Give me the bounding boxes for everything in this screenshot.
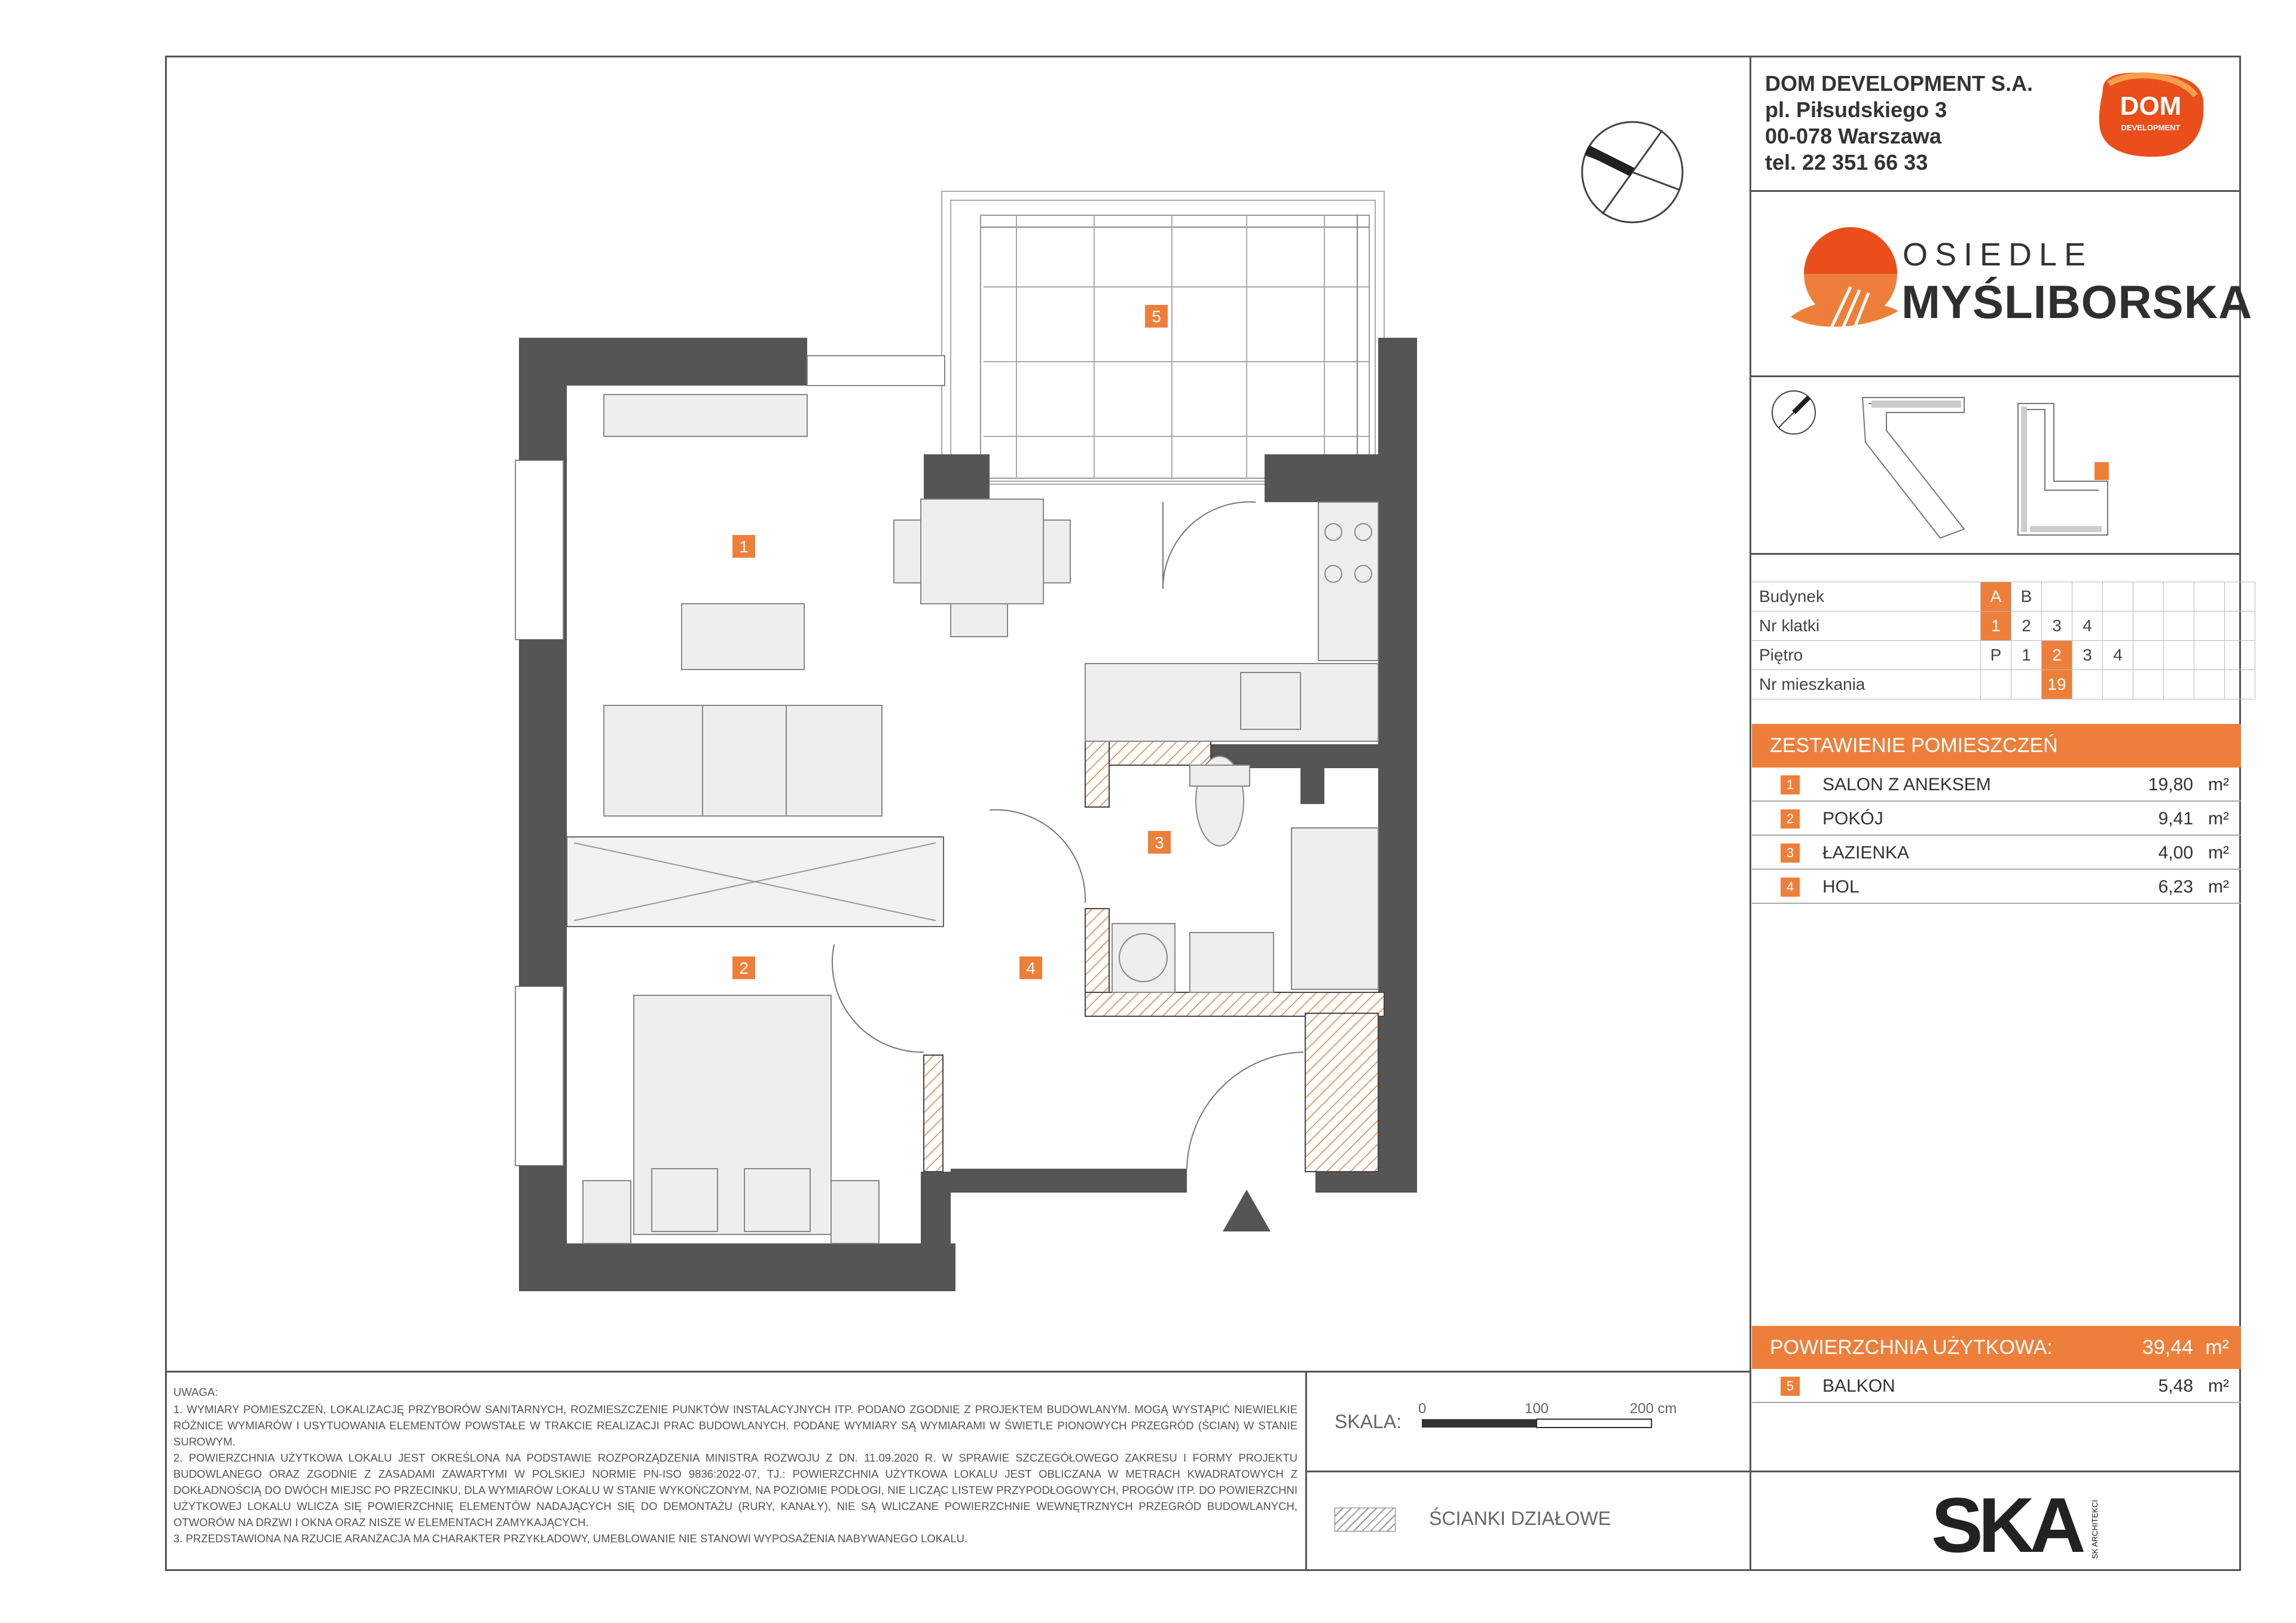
osiedle-logo-mark — [1785, 221, 1904, 347]
svg-text:3: 3 — [1155, 833, 1164, 852]
total-area-value: 39,44 — [2142, 1336, 2193, 1359]
total-area-label: POWIERZCHNIA UŻYTKOWA: — [1770, 1336, 2053, 1359]
svg-text:4: 4 — [1026, 959, 1036, 977]
info-row-klatka: Nr klatki 1 2 3 4 — [1752, 612, 2255, 641]
svg-text:0: 0 — [1418, 1401, 1427, 1417]
divider-keyplan — [1750, 553, 2241, 555]
svg-text:SKA: SKA — [1931, 1481, 2081, 1565]
divider-company — [1750, 190, 2241, 192]
svg-text:200 cm: 200 cm — [1629, 1401, 1677, 1417]
info-row-mieszkanie: Nr mieszkania 19 — [1752, 670, 2255, 699]
info-row-budynek: Budynek A B — [1752, 582, 2255, 612]
notes-heading: UWAGA: — [173, 1386, 218, 1398]
divider-legend — [1305, 1471, 1751, 1472]
notes — [173, 1384, 1297, 1546]
svg-text:SK ARCHITEKCI: SK ARCHITEKCI — [2090, 1500, 2099, 1559]
info-row-pietro: Piętro P 1 2 3 4 — [1752, 641, 2255, 670]
dom-logo-subtext: DEVELOPMENT — [2121, 123, 2181, 132]
scale-label: SKALA: — [1335, 1411, 1402, 1432]
company-name: DOM DEVELOPMENT S.A. — [1765, 71, 2034, 96]
company-street: pl. Piłsudskiego 3 — [1765, 97, 1947, 122]
divider-notes — [165, 1371, 1751, 1373]
info-label: Nr klatki — [1752, 612, 1981, 641]
brand-line1: OSIEDLE — [1903, 237, 2093, 273]
balcony-row: 5 BALKON 5,48 m² — [1752, 1369, 2241, 1403]
key-compass-icon — [1772, 391, 1815, 434]
note-item: 1. WYMIARY POMIESZCZEŃ, LOKALIZACJĘ PRZYBORÓW SANITARNYCH, ROZMIESZCZENIE PUNKTÓW INSTALACYJNYCH ITP. PODANO ZGODNIE Z PROJEKTEM BUDOWLANYM. MOGĄ WYSTĄPIĆ NIEWIELKIE RÓŻNICE WYMIARÓW I USYTUOWANIA ELEMENTÓW POWSTAŁE W TRAKCIE REALIZACJI PRAC BUDOWLANYCH. PODANE WYMIARY SĄ WYMIARAMI W ŚWIETLE PIONOWYCH PRZEGRÓD (ŚCIAN) W STANIE SUROWYM. — [173, 1403, 1297, 1448]
scale-bar — [1417, 1399, 1728, 1441]
kitchen-counter — [1085, 502, 1378, 741]
company-info — [1765, 71, 2033, 176]
room-row: 3 ŁAZIENKA 4,00 m² — [1752, 836, 2241, 870]
room-row: 2 POKÓJ 9,41 m² — [1752, 802, 2241, 836]
key-plan-unit-marker — [2095, 462, 2109, 480]
svg-text:5: 5 — [1152, 307, 1161, 326]
bathroom-fixtures — [1112, 756, 1378, 992]
info-label: Piętro — [1752, 641, 1981, 670]
partition-hatch-icon — [1335, 1508, 1396, 1532]
svg-text:2: 2 — [739, 959, 749, 977]
note-item: 2. POWIERZCHNIA UŻYTKOWA LOKALU JEST OKREŚLONA NA PODSTAWIE ROZPORZĄDZENIA MINISTRA ROZWOJU Z DN. 11.09.2020 R. W SPRAWIE SZCZEGÓŁOWEGO ZAKRESU I FORMY PROJEKTU BUDOWLANEGO ORAZ ZGODNIE Z ZASADAMI ZAWARTYMI W POLSKIEJ NORMIE PN-ISO 9836:2022-07, TJ.: POWIERZCHNIA UŻYTKOWA LOKALU JEST OBLICZANA W METRACH KWADRATOWYCH Z DOKŁADNOŚCIĄ DO DWÓCH MIEJSC PO PRZECINKU, DLA WYMIARÓW LOKALU W STANIE WYKOŃCZONYM, NA POZIOMIE PODŁOGI, NIE LICZĄC LISTEW PRZYPODŁOGOWYCH, PROGÓW ITP. DO POWIERZCHNI UŻYTKOWEJ LOKALU WLICZA SIĘ POWIERZCHNIĘ ELEMENTÓW NADAJĄCYCH SIĘ DO DEMONTAŻU (RURY, KANAŁY), NIE SĄ WLICZANE POWIERZCHNIE WEWNĘTRZNYCH PRZEGRÓD BUDOWLANYCH, OTWORÓW NA DRZWI I OKNA ORAZ NISZE W ELEMENTACH ZAMYKAJĄCYCH. — [173, 1451, 1297, 1529]
divider-brand — [1750, 375, 2241, 377]
dom-logo-text: DOM — [2120, 91, 2182, 121]
wardrobe — [567, 837, 944, 927]
svg-text:100: 100 — [1524, 1401, 1549, 1417]
room-row: 1 SALON Z ANEKSEM 19,80 m² — [1752, 768, 2241, 802]
svg-text:1: 1 — [739, 537, 749, 556]
info-label: Budynek — [1752, 582, 1981, 612]
divider-architect — [1750, 1471, 2241, 1472]
info-label: Nr mieszkania — [1752, 670, 1981, 699]
note-item: 3. PRZEDSTAWIONA NA RZUCIE ARANŻACJA MA CHARAKTER PRZYKŁADOWY, UMEBLOWANIE NIE STANOWI WYPOSAŻENIA NABYWANEGO LOKALU. — [173, 1532, 968, 1545]
entrance-icon — [1223, 1190, 1271, 1231]
company-phone: tel. 22 351 66 33 — [1765, 150, 1928, 175]
floor-plan — [478, 179, 1465, 1291]
dom-development-logo — [2091, 66, 2210, 161]
rooms-title: ZESTAWIENIE POMIESZCZEŃ — [1752, 724, 2241, 768]
key-plan — [1767, 386, 2233, 541]
total-area-bar: POWIERZCHNIA UŻYTKOWA: 39,44 m² — [1752, 1326, 2241, 1369]
sidebar-divider — [1750, 56, 1751, 1571]
compass-icon — [1578, 118, 1686, 226]
balcony-area — [942, 191, 1384, 484]
unit-info-table — [1752, 582, 2255, 699]
room-row: 4 HOL 6,23 m² — [1752, 870, 2241, 904]
furniture — [583, 395, 1070, 1243]
ska-logo — [1925, 1481, 2105, 1565]
company-city: 00-078 Warszawa — [1765, 124, 1941, 148]
brand-line2: MYŚLIBORSKA — [1901, 276, 2253, 328]
legend-label: ŚCIANKI DZIAŁOWE — [1429, 1508, 1611, 1529]
